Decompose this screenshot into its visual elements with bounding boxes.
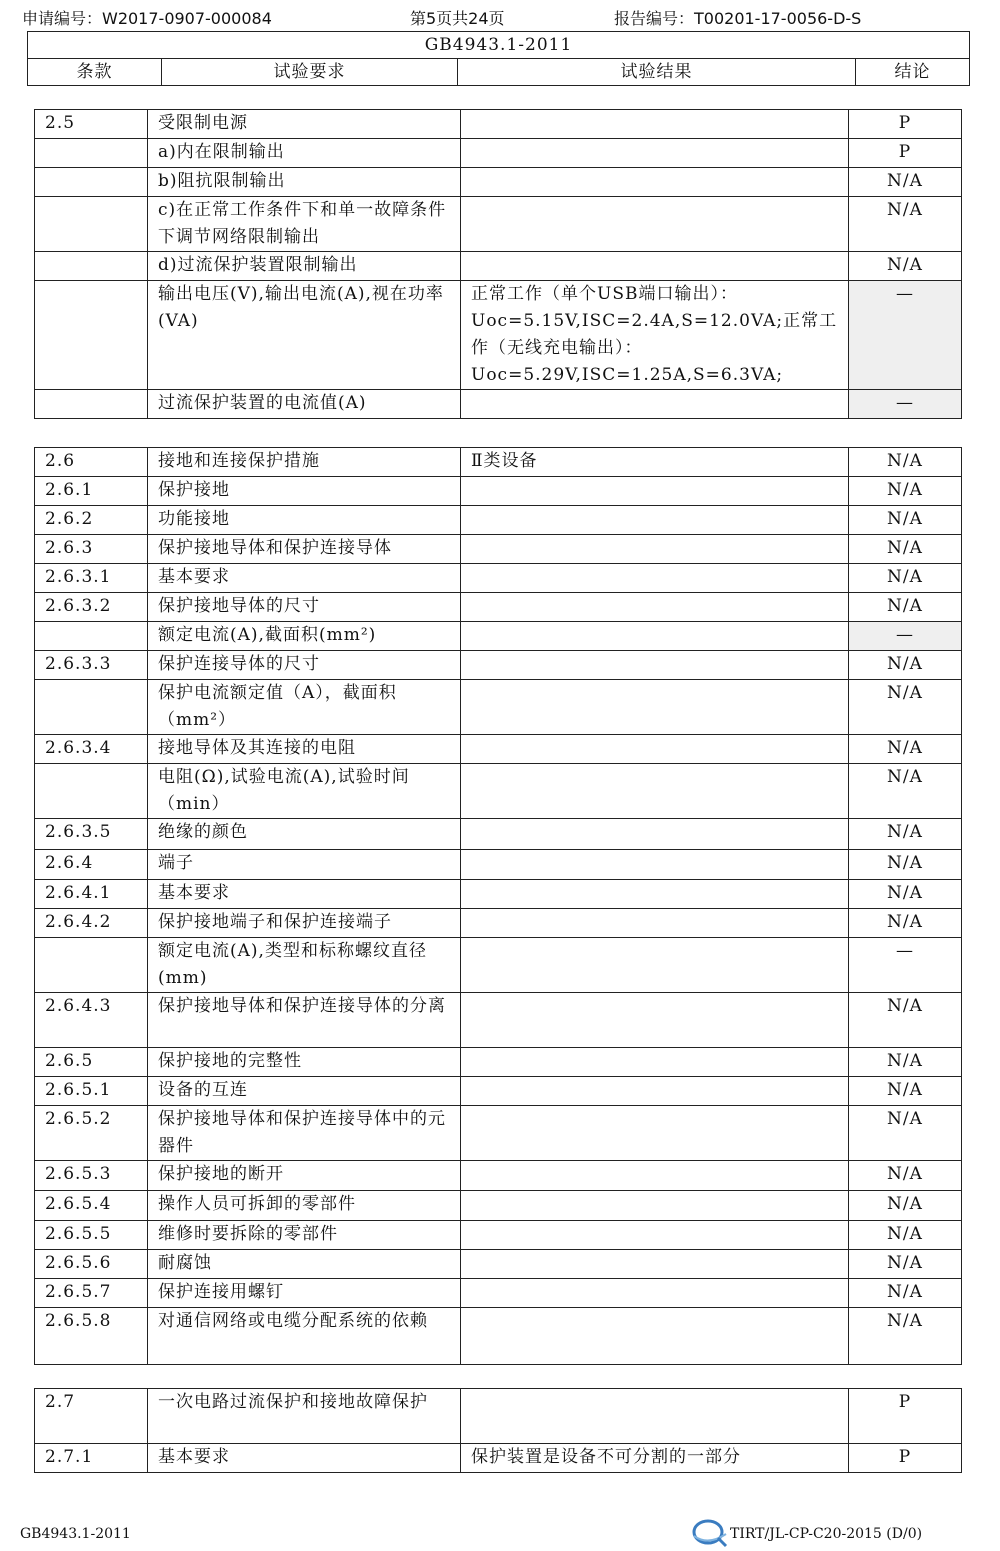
verdict-cell: —: [849, 622, 962, 651]
result-cell: [461, 535, 849, 564]
clause-cell: 2.6.4: [35, 850, 148, 880]
requirement-cell: 过流保护装置的电流值(A): [148, 390, 461, 419]
requirement-cell: 接地导体及其连接的电阻: [148, 735, 461, 764]
requirement-cell: 电阻(Ω),试验电流(A),试验时间（min）: [148, 764, 461, 819]
clause-cell: 2.6.3.4: [35, 735, 148, 764]
verdict-cell: N/A: [849, 1279, 962, 1308]
table-row: [35, 390, 962, 419]
requirement-cell: 保护接地导体和保护连接导体的分离: [148, 993, 461, 1048]
verdict-cell: —: [849, 390, 962, 419]
table-row: [35, 1106, 962, 1161]
verdict-cell: P: [849, 1389, 962, 1444]
verdict-cell: —: [849, 938, 962, 993]
table-row: [35, 168, 962, 197]
result-cell: [461, 1389, 849, 1444]
requirement-cell: 基本要求: [148, 880, 461, 909]
table-row: [35, 506, 962, 535]
standard-header-table: [27, 31, 970, 86]
clause-cell: [35, 680, 148, 735]
result-cell: [461, 593, 849, 622]
clause-cell: 2.6.4.3: [35, 993, 148, 1048]
clause-cell: 2.6.5.6: [35, 1250, 148, 1279]
clause-cell: 2.6.4.2: [35, 909, 148, 938]
verdict-cell: N/A: [849, 197, 962, 252]
result-cell: 保护装置是设备不可分割的一部分: [461, 1444, 849, 1473]
clause-cell: [35, 197, 148, 252]
clause-cell: [35, 252, 148, 281]
requirement-cell: 保护连接用螺钉: [148, 1279, 461, 1308]
verdict-cell: N/A: [849, 1161, 962, 1191]
verdict-cell: N/A: [849, 909, 962, 938]
verdict-cell: N/A: [849, 1048, 962, 1077]
verdict-cell: N/A: [849, 819, 962, 850]
result-cell: [461, 1161, 849, 1191]
clause-cell: [35, 139, 148, 168]
table-row: [35, 1308, 962, 1365]
result-cell: 正常工作（单个USB端口输出）：Uoc=5.15V,ISC=2.4A,S=12.0VA;正常工作（无线充电输出）：Uoc=5.29V,ISC=1.25A,S=6.3VA;: [461, 281, 849, 390]
result-cell: [461, 477, 849, 506]
verdict-cell: N/A: [849, 993, 962, 1048]
result-cell: [461, 390, 849, 419]
verdict-cell: N/A: [849, 535, 962, 564]
table-row: [35, 1221, 962, 1250]
table-row: [35, 281, 962, 390]
result-cell: Ⅱ类设备: [461, 448, 849, 477]
result-cell: [461, 735, 849, 764]
result-cell: [461, 1279, 849, 1308]
clause-cell: 2.6.5.2: [35, 1106, 148, 1161]
table-row: [35, 564, 962, 593]
result-cell: [461, 564, 849, 593]
clause-cell: 2.6.4.1: [35, 880, 148, 909]
clause-cell: 2.6.2: [35, 506, 148, 535]
result-cell: [461, 110, 849, 139]
verdict-cell: P: [849, 1444, 962, 1473]
verdict-cell: N/A: [849, 850, 962, 880]
requirement-cell: c)在正常工作条件下和单一故障条件下调节网络限制输出: [148, 197, 461, 252]
table-row: [35, 1389, 962, 1444]
footer-form-code: TIRT/JL-CP-C20-2015 (D/0): [730, 1526, 923, 1542]
requirement-cell: 保护接地导体的尺寸: [148, 593, 461, 622]
table-row: [35, 593, 962, 622]
clause-cell: [35, 281, 148, 390]
clause-cell: 2.6.3.2: [35, 593, 148, 622]
result-cell: [461, 880, 849, 909]
table-row: [35, 764, 962, 819]
requirement-cell: 端子: [148, 850, 461, 880]
requirement-cell: 保护连接导体的尺寸: [148, 651, 461, 680]
table-row: [35, 1250, 962, 1279]
result-cell: [461, 993, 849, 1048]
result-cell: [461, 651, 849, 680]
table-row: [35, 197, 962, 252]
requirement-cell: 保护接地: [148, 477, 461, 506]
requirement-cell: 保护接地导体和保护连接导体: [148, 535, 461, 564]
clause-cell: 2.7: [35, 1389, 148, 1444]
requirement-cell: 维修时要拆除的零部件: [148, 1221, 461, 1250]
result-cell: [461, 850, 849, 880]
requirement-cell: 基本要求: [148, 1444, 461, 1473]
col-header-requirement: 试验要求: [162, 59, 458, 86]
verdict-cell: N/A: [849, 880, 962, 909]
table-row: [35, 1444, 962, 1473]
table-row: [35, 622, 962, 651]
requirement-cell: 设备的互连: [148, 1077, 461, 1106]
application-number: 申请编号：W2017-0907-000084: [22, 9, 272, 28]
requirement-cell: 保护接地的完整性: [148, 1048, 461, 1077]
table-row: [35, 880, 962, 909]
table-row: [35, 110, 962, 139]
verdict-cell: N/A: [849, 1250, 962, 1279]
clause-cell: 2.6.5.7: [35, 1279, 148, 1308]
result-cell: [461, 1191, 849, 1221]
requirement-cell: 保护接地导体和保护连接导体中的元器件: [148, 1106, 461, 1161]
clause-cell: 2.6.3.3: [35, 651, 148, 680]
verdict-cell: N/A: [849, 448, 962, 477]
verdict-cell: P: [849, 110, 962, 139]
verdict-cell: N/A: [849, 680, 962, 735]
requirement-cell: 保护电流额定值（A），截面积（mm²）: [148, 680, 461, 735]
table-row: [35, 735, 962, 764]
clause-cell: [35, 938, 148, 993]
col-header-result: 试验结果: [458, 59, 856, 86]
clause-cell: 2.6.5.5: [35, 1221, 148, 1250]
clause-cell: 2.6.3.5: [35, 819, 148, 850]
verdict-cell: N/A: [849, 564, 962, 593]
report-number: 报告编号：T00201-17-0056-D-S: [614, 9, 862, 28]
table-row: [35, 819, 962, 850]
clause-cell: 2.6.5.3: [35, 1161, 148, 1191]
result-cell: [461, 1077, 849, 1106]
result-cell: [461, 938, 849, 993]
col-header-verdict: 结论: [856, 59, 970, 86]
table-row: [35, 1191, 962, 1221]
clause-cell: 2.7.1: [35, 1444, 148, 1473]
table-row: [35, 535, 962, 564]
table-row: [35, 1279, 962, 1308]
verdict-cell: N/A: [849, 593, 962, 622]
verdict-cell: N/A: [849, 764, 962, 819]
result-cell: [461, 197, 849, 252]
verdict-cell: N/A: [849, 506, 962, 535]
clause-cell: [35, 622, 148, 651]
verdict-cell: N/A: [849, 735, 962, 764]
requirement-cell: 受限制电源: [148, 110, 461, 139]
clause-cell: 2.6.3: [35, 535, 148, 564]
requirement-cell: 输出电压(V),输出电流(A),视在功率(VA): [148, 281, 461, 390]
verdict-cell: P: [849, 139, 962, 168]
clause-cell: 2.6: [35, 448, 148, 477]
clause-cell: 2.6.5.8: [35, 1308, 148, 1365]
table-row: [35, 680, 962, 735]
result-cell: [461, 1106, 849, 1161]
standard-title: GB4943.1-2011: [28, 32, 970, 59]
verdict-cell: N/A: [849, 168, 962, 197]
requirement-cell: a)内在限制输出: [148, 139, 461, 168]
verdict-cell: N/A: [849, 1308, 962, 1365]
clause-cell: 2.6.1: [35, 477, 148, 506]
requirement-cell: 绝缘的颜色: [148, 819, 461, 850]
requirement-cell: 额定电流(A),类型和标称螺纹直径(mm): [148, 938, 461, 993]
table-row: [35, 993, 962, 1048]
requirement-cell: 接地和连接保护措施: [148, 448, 461, 477]
verdict-cell: N/A: [849, 1077, 962, 1106]
section-2-5-table: [34, 109, 962, 419]
table-row: [35, 909, 962, 938]
requirement-cell: 基本要求: [148, 564, 461, 593]
company-logo-icon: [688, 1516, 730, 1548]
verdict-cell: N/A: [849, 252, 962, 281]
verdict-cell: N/A: [849, 1191, 962, 1221]
clause-cell: 2.6.5.4: [35, 1191, 148, 1221]
table-row: [35, 252, 962, 281]
result-cell: [461, 506, 849, 535]
table-row: [35, 448, 962, 477]
clause-cell: 2.6.5: [35, 1048, 148, 1077]
requirement-cell: 额定电流(A),截面积(mm²): [148, 622, 461, 651]
requirement-cell: d)过流保护装置限制输出: [148, 252, 461, 281]
table-row: [35, 1048, 962, 1077]
col-header-clause: 条款: [28, 59, 162, 86]
verdict-cell: N/A: [849, 651, 962, 680]
table-row: [35, 1161, 962, 1191]
clause-cell: 2.5: [35, 110, 148, 139]
requirement-cell: 功能接地: [148, 506, 461, 535]
table-row: [35, 1077, 962, 1106]
table-row: [35, 850, 962, 880]
result-cell: [461, 139, 849, 168]
result-cell: [461, 168, 849, 197]
result-cell: [461, 909, 849, 938]
table-row: [35, 938, 962, 993]
clause-cell: 2.6.3.1: [35, 564, 148, 593]
requirement-cell: 操作人员可拆卸的零部件: [148, 1191, 461, 1221]
footer-standard: GB4943.1-2011: [20, 1526, 131, 1542]
result-cell: [461, 622, 849, 651]
requirement-cell: 对通信网络或电缆分配系统的依赖: [148, 1308, 461, 1365]
result-cell: [461, 680, 849, 735]
page-number: 第5页共24页: [410, 9, 505, 28]
result-cell: [461, 1048, 849, 1077]
table-row: [35, 139, 962, 168]
requirement-cell: 一次电路过流保护和接地故障保护: [148, 1389, 461, 1444]
verdict-cell: N/A: [849, 1221, 962, 1250]
clause-cell: [35, 764, 148, 819]
result-cell: [461, 1250, 849, 1279]
section-2-7-table: [34, 1388, 962, 1473]
clause-cell: 2.6.5.1: [35, 1077, 148, 1106]
table-row: [35, 477, 962, 506]
verdict-cell: N/A: [849, 1106, 962, 1161]
clause-cell: [35, 390, 148, 419]
result-cell: [461, 764, 849, 819]
result-cell: [461, 252, 849, 281]
table-row: [35, 651, 962, 680]
requirement-cell: 耐腐蚀: [148, 1250, 461, 1279]
requirement-cell: 保护接地端子和保护连接端子: [148, 909, 461, 938]
clause-cell: [35, 168, 148, 197]
result-cell: [461, 1308, 849, 1365]
requirement-cell: b)阻抗限制输出: [148, 168, 461, 197]
verdict-cell: N/A: [849, 477, 962, 506]
result-cell: [461, 819, 849, 850]
requirement-cell: 保护接地的断开: [148, 1161, 461, 1191]
verdict-cell: —: [849, 281, 962, 390]
result-cell: [461, 1221, 849, 1250]
section-2-6-table: [34, 447, 962, 1365]
